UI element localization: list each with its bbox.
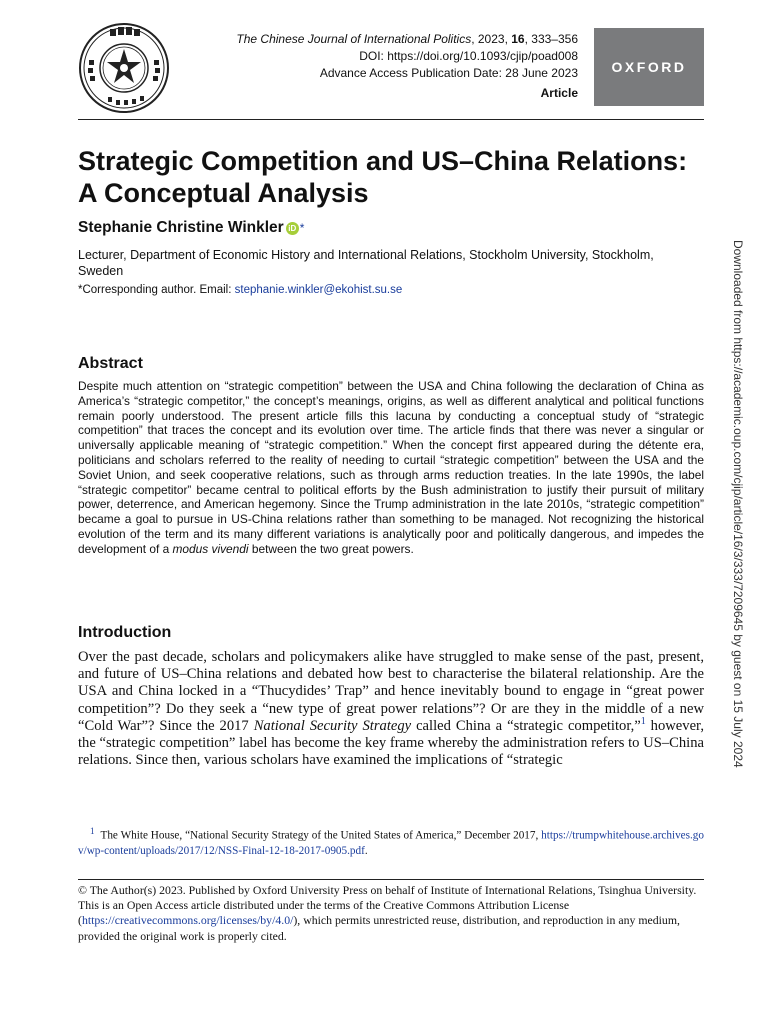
corresponding-mark: * (299, 221, 305, 235)
author-email-link[interactable]: stephanie.winkler@ekohist.su.se (234, 284, 403, 296)
author-line (78, 219, 304, 237)
license-notice (78, 898, 704, 944)
journal-volume: 16 (511, 32, 525, 46)
footnote-url-link[interactable]: https://trumpwhitehouse.archives.gov/wp-content/uploads/2017/12/NSS-Final-12-18-2017-0905.pdf (78, 829, 704, 857)
abstract-text (78, 379, 704, 557)
copyright-notice: © The Author(s) 2023. Published by Oxford University Press on behalf of Institute of International Relations, Tsinghua University. (78, 883, 697, 897)
intro-italic-title: National Security Strategy (253, 717, 412, 734)
intro-text-part: Over the past decade, scholars and policymakers alike have struggled to make sense of the past, present, and future of US–China relations and debated how best to characterise the bilateral relationship. Are the USA and China locked in a “Thucydides’ Trap” and hence inevitably bound to engage in “great power competition”? Do they seek a “new type of great power relations”? Or are they in the middle of a new “Cold War”? Since the 2017 (78, 649, 704, 734)
header-divider (78, 119, 704, 120)
footnote-ref-link[interactable]: 1 (640, 715, 646, 727)
license-line: This is an Open Access article distributed under the terms of the Creative Commons Attribution License (78, 898, 570, 913)
corresponding-author (78, 284, 402, 296)
abstract-italic-term: modus vivendi (172, 541, 249, 556)
article-type: Article (540, 86, 578, 100)
footnote-end: . (364, 844, 368, 857)
footnote-number: 1 (90, 826, 95, 836)
license-divider (78, 879, 704, 880)
journal-metadata (236, 31, 578, 102)
footnote-text: The White House, “National Security Strategy of the United States of America,” December 2017, (100, 829, 542, 842)
download-watermark: Downloaded from https://academic.oup.com/cjip/article/16/3/333/7209645 by guest on 15 July 2024 (731, 240, 745, 768)
intro-text-part: called China a “strategic competitor,” (411, 717, 641, 734)
abstract-text-end: between the two great powers. (248, 541, 414, 556)
journal-title: The Chinese Journal of International Politics (236, 32, 472, 46)
intro-text-part: however, the “strategic competition” label has become the key frame whereby the administration refers to US–China relations. Since then, various scholars have examined the implications of “strategic (78, 717, 704, 769)
license-link[interactable]: https://creativecommons.org/licenses/by/4.0/ (81, 913, 294, 928)
article-title: Strategic Competition and US–China Relations: A Conceptual Analysis (78, 146, 688, 208)
introduction-text (78, 649, 704, 769)
oxford-logo[interactable] (594, 28, 704, 106)
tsinghua-university-seal-icon (78, 22, 170, 114)
journal-year: 2023 (477, 32, 505, 46)
oxford-logo-text: OXFORD (611, 59, 687, 75)
author-affiliation: Lecturer, Department of Economic History and International Relations, Stockholm University, Stockholm, Sweden (78, 248, 654, 278)
license-block (78, 883, 704, 944)
author-name[interactable]: Stephanie Christine Winkler (78, 219, 284, 236)
journal-pages: 333–356 (531, 32, 578, 46)
footnote (78, 824, 704, 859)
abstract-heading: Abstract (78, 355, 143, 372)
license-paren-open: ( (78, 913, 82, 928)
introduction-heading: Introduction (78, 624, 172, 641)
orcid-icon[interactable]: iD (286, 222, 299, 235)
citation-line: The Chinese Journal of International Politics, 2023, 16, 333–356 (236, 32, 578, 46)
advance-access-date: Advance Access Publication Date: 28 June 2023 (319, 66, 578, 80)
corresponding-label: *Corresponding author. Email: (78, 284, 235, 296)
license-rest: ), which permits unrestricted reuse, distribution, and reproduction in any medium, provided the original work is properly cited. (78, 913, 680, 943)
abstract-text-part: Despite much attention on “strategic competition” between the USA and China following the declaration of China as America’s “strategic competitor,” the concept’s meanings, origins, as well as different analytical and political functions remain poorly understood. The present article fills this lacuna by conducting a conceptual study of “strategic competition” that traces the concept and its evolution over time. The article finds that there was never a singular or universally applicable meaning of “strategic competition.” When the concept first appeared during the détente era, politicians and scholars referred to the reality of needing to curtail “strategic competition” between the USA and the Soviet Union, and seek cooperative relations, such as through arms reduction treaties. In the late 1990s, the label “strategic competitor” became central to political efforts by the Bush administration to justify their pursuit of military power, deterrence, and American hegemony. Since the Trump administration in the late 2010s, “strategic competition” became a goal to pursue in US-China relations rather than something to be managed. Not recognizing the historical evolution of the term and its many different variations is analytically poor and politically dangerous, and impedes the development of a (78, 379, 704, 556)
doi[interactable]: DOI: https://doi.org/10.1093/cjip/poad008 (359, 49, 578, 63)
